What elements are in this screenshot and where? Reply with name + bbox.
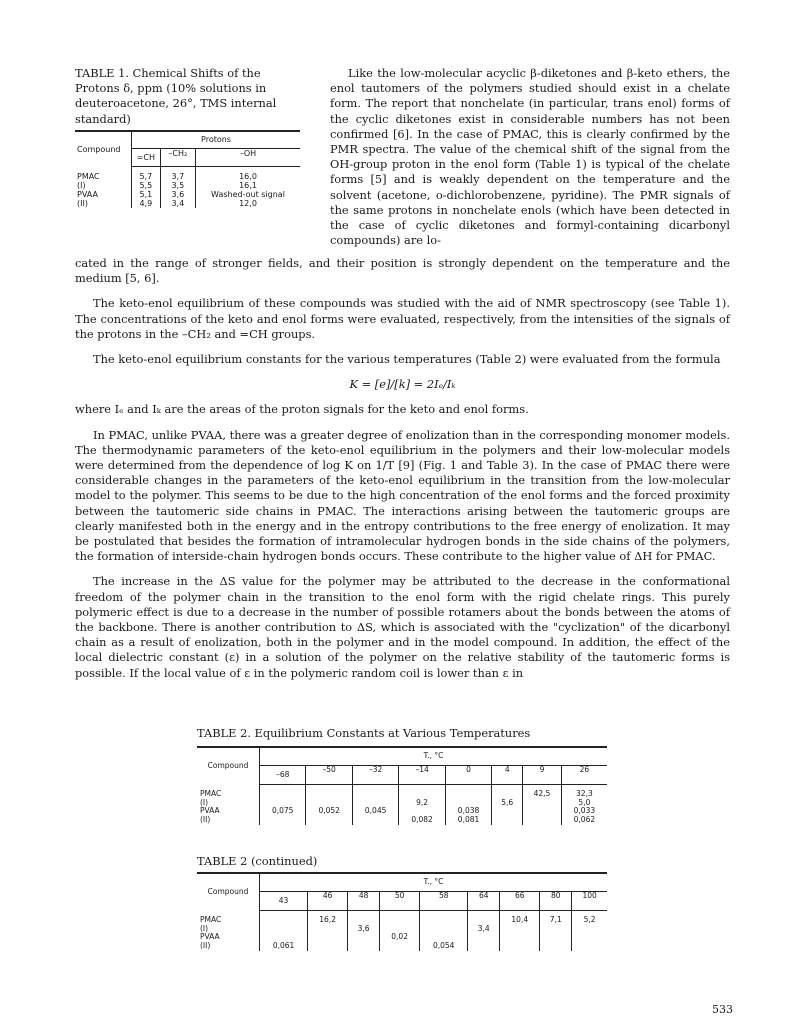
formula: K = [e]/[k] = 2Iₑ/Iₖ <box>349 377 456 392</box>
table-row: (I) 9,2 5,6 5,0 <box>197 799 607 808</box>
table2-header-compound: Compound <box>197 747 260 785</box>
table2-caption: TABLE 2. Equilibrium Constants at Various Temperatures <box>197 726 531 740</box>
paragraph: The keto-enol equilibrium of these compounds was studied with the aid of NMR spectroscopy (see Table 1). The concentrations of the keto and enol forms were evaluated, respectively, from the intensities of the signals of the protons in the –CH₂ and =CH groups. <box>75 296 730 341</box>
table1-col-ch2: –CH₂ <box>160 149 195 167</box>
table1 <box>75 130 300 208</box>
page-number: 533 <box>712 1003 733 1016</box>
table1-caption: TABLE 1. Chemical Shifts of the Protons δ, ppm (10% solutions in deuteroacetone, 26°, TMS internal standard) <box>75 66 277 126</box>
table-row: PMAC 16,2 10,4 7,1 5,2 <box>197 911 607 925</box>
paragraph: The increase in the ΔS value for the polymer may be attributed to the decrease in the conformational freedom of the polymer chain in the transition to the enol form with the rigid chelate rings. This purely polymeric effect is due to a decrease in the number of possible rotamers about the bonds between the atoms of the backbone. There is another contribution to ΔS, which is associated with the "cyclization" of the dicarbonyl chain as a result of enolization, both in the polymer and in the model compound. In addition, the effect of the local dielectric constant (ε) in a solution of the polymer on the relative stability of the tautomeric forms is possible. If the local value of ε in the polymeric random coil is lower than ε in <box>75 574 730 680</box>
table2c-caption: TABLE 2 (continued) <box>197 854 318 868</box>
table-row: PVAA 0,02 <box>197 933 607 942</box>
table1-col-ch: =CH <box>132 149 161 167</box>
paragraph: The keto-enol equilibrium constants for the various temperatures (Table 2) were evaluated from the formula <box>93 352 721 367</box>
table-row: PVAA 0,075 0,052 0,045 0,038 0,033 <box>197 807 607 816</box>
table-row: (II) 0,061 0,054 <box>197 942 607 951</box>
paragraph: In PMAC, unlike PVAA, there was a greater degree of enolization than in the corresponding monomer models. The thermodynamic parameters of the keto-enol equilibrium in the polymers and their low-molecular models were determined from the dependence of log K on 1/T [9] (Fig. 1 and Table 3). In the case of PMAC there were considerable changes in the parameters of the keto-enol equilibrium in the transition from the low-molecular model to the polymer. This seems to be due to the high concentration of the enol forms and the forced proximity between the tautomeric side chains in PMAC. The interactions arising between the tautomeric groups are clearly manifested both in the energy and in the entropy contributions to the free energy of enolization. It may be postulated that besides the formation of intramolecular hydrogen bonds in the side chains of the polymers, the formation of interside-chain hydrogen bonds occurs. These contribute to the higher value of ΔH for PMAC. <box>75 427 730 564</box>
paragraph: where Iₑ and Iₖ are the areas of the proton signals for the keto and enol forms. <box>75 402 529 417</box>
table2c-header-temp: T., °C <box>260 873 608 891</box>
table2c-header-compound: Compound <box>197 873 260 911</box>
table-row: PVAA 5,1 3,6 Washed-out signal <box>77 190 285 199</box>
table1-header-compound: Compound <box>75 131 132 167</box>
table2-header-temp: T., °C <box>260 747 608 765</box>
table-row: (I) 5,5 3,5 16,1 <box>77 181 257 190</box>
table-row: (II) 4,9 3,4 12,0 <box>77 199 257 208</box>
table2: Compound T., °C –68 –50 –32 –14 0 4 9 26 PMAC 42,5 32,3 (I) 9,2 5,6 5,0 PVAA 0,075 0,052 0,045 0,038 0,033 (II) 0,082 0,081 0,062 <box>197 746 607 825</box>
table-row: (I) 3,6 3,4 <box>197 925 607 934</box>
table2-continued: Compound T., °C 43 46 48 50 58 64 66 80 100 PMAC 16,2 10,4 7,1 5,2 (I) 3,6 3,4 PVAA 0,02 (II) 0,061 0,054 <box>197 872 607 951</box>
table1-header-protons: Protons <box>132 131 301 149</box>
table-row: PMAC 42,5 32,3 <box>197 785 607 799</box>
table-row: PMAC 5,7 3,7 16,0 <box>75 167 300 182</box>
body-text <box>75 256 730 681</box>
table-row: (II) 0,082 0,081 0,062 <box>197 816 607 825</box>
paragraph-cont: cated in the range of stronger fields, and their position is strongly dependent on the temperature and the medium [5, 6]. <box>75 256 730 286</box>
right-column-paragraph: Like the low-molecular acyclic β-diketones and β-keto ethers, the enol tautomers of the polymers studied should exist in a chelate form. The report that nonchelate (in particular, trans enol) forms of the cyclic diketones exist in considerable numbers has not been confirmed [6]. In the case of PMAC, this is clearly confirmed by the PMR spectra. The value of the chemical shift of the signal from the OH-group proton in the enol form (Table 1) is typical of the chelate forms [5] and is weakly dependent on the temperature and the solvent (acetone, o-dichlorobenzene, pyridine). The PMR signals of the same protons in nonchelate enols (which have been detected in the case of cyclic diketones and formyl-containing dicarbonyl compounds) are lo- <box>330 66 730 248</box>
table1-col-oh: –OH <box>196 149 301 167</box>
